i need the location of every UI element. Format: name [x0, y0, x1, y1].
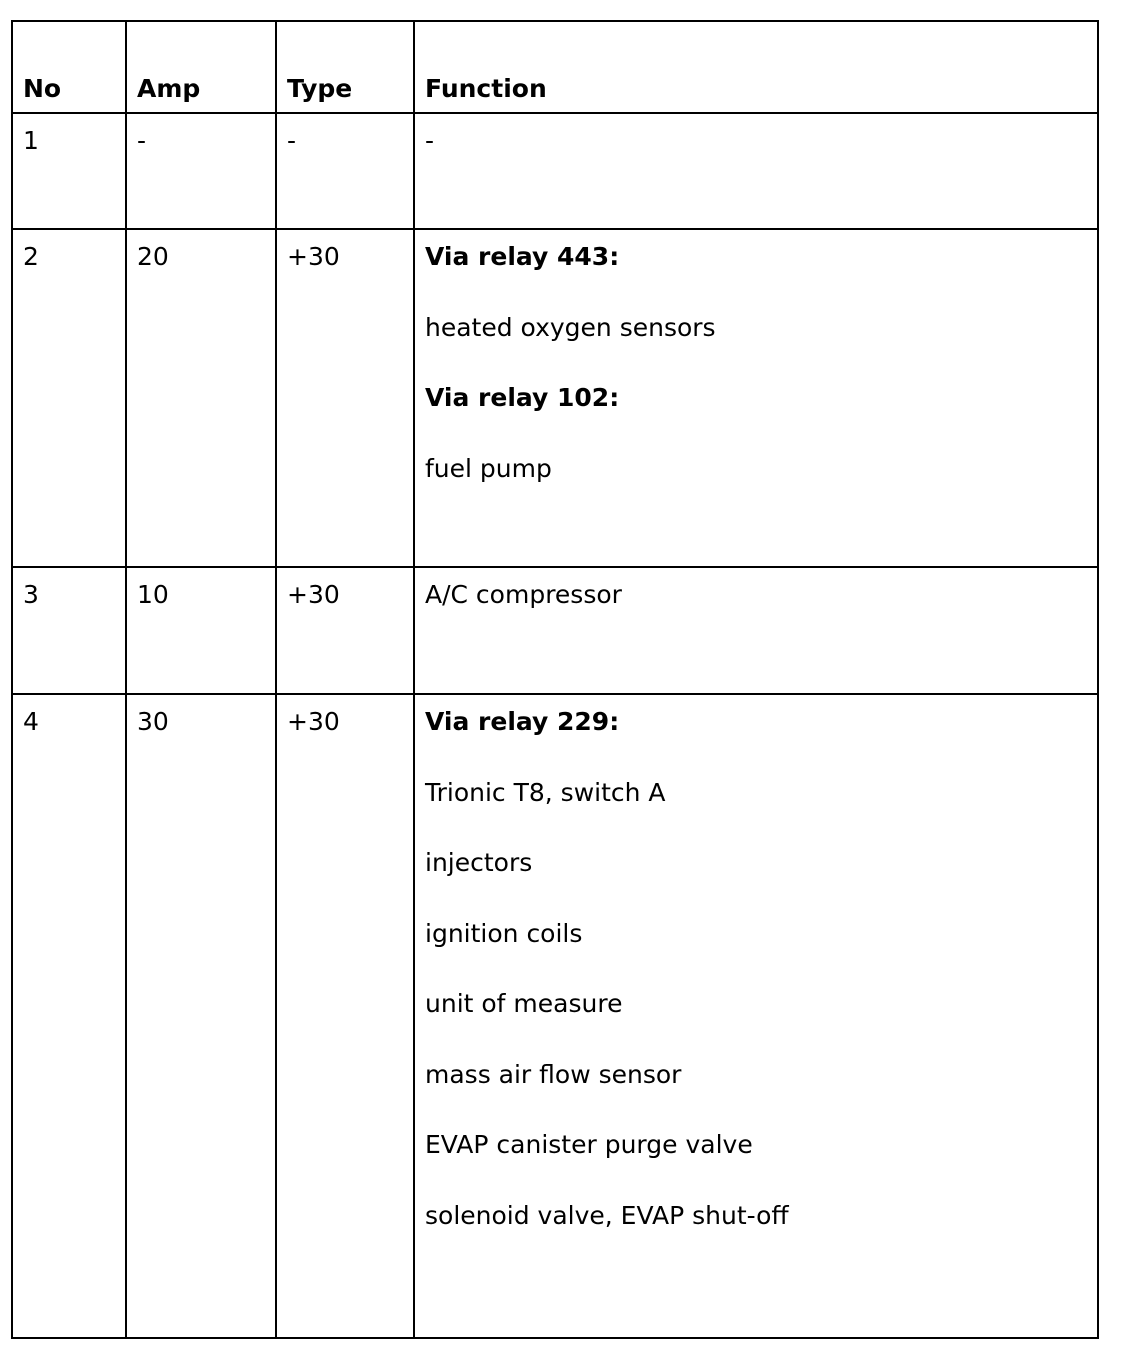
cell-no: 3: [12, 567, 126, 694]
cell-amp: 10: [126, 567, 276, 694]
cell-type: +30: [276, 694, 414, 1338]
cell-no: 4: [12, 694, 126, 1338]
relay-heading: Via relay 229:: [425, 707, 620, 736]
function-line: A/C compressor: [425, 580, 622, 609]
cell-amp: -: [126, 113, 276, 229]
header-amp: Amp: [126, 21, 276, 113]
relay-heading: Via relay 102:: [425, 383, 620, 412]
table-row: [12, 567, 1098, 694]
cell-function: [414, 113, 1098, 229]
cell-function: [414, 694, 1098, 1338]
header-function: Function: [414, 21, 1098, 113]
cell-no: 2: [12, 229, 126, 567]
cell-no: 1: [12, 113, 126, 229]
cell-type: +30: [276, 229, 414, 567]
function-line: solenoid valve, EVAP shut-off: [425, 1200, 789, 1230]
function-line: heated oxygen sensors: [425, 312, 716, 342]
cell-amp: 30: [126, 694, 276, 1338]
function-line: injectors: [425, 848, 533, 877]
header-type: Type: [276, 21, 414, 113]
cell-function: [414, 567, 1098, 694]
function-line: -: [425, 126, 435, 155]
cell-function: [414, 229, 1098, 567]
cell-type: -: [276, 113, 414, 229]
cell-amp: 20: [126, 229, 276, 567]
fuse-table: [11, 20, 1099, 1339]
relay-heading: Via relay 443:: [425, 242, 620, 271]
header-row: [12, 21, 1098, 113]
table-row: [12, 113, 1098, 229]
function-line: EVAP canister purge valve: [425, 1130, 753, 1159]
function-line: mass air flow sensor: [425, 1059, 682, 1089]
function-line: fuel pump: [425, 453, 552, 483]
function-line: Trionic T8, switch A: [425, 777, 666, 807]
cell-type: +30: [276, 567, 414, 694]
table-row: [12, 229, 1098, 567]
function-line: unit of measure: [425, 989, 623, 1018]
header-no: No: [12, 21, 126, 113]
function-line: ignition coils: [425, 918, 583, 948]
table-row: [12, 694, 1098, 1338]
